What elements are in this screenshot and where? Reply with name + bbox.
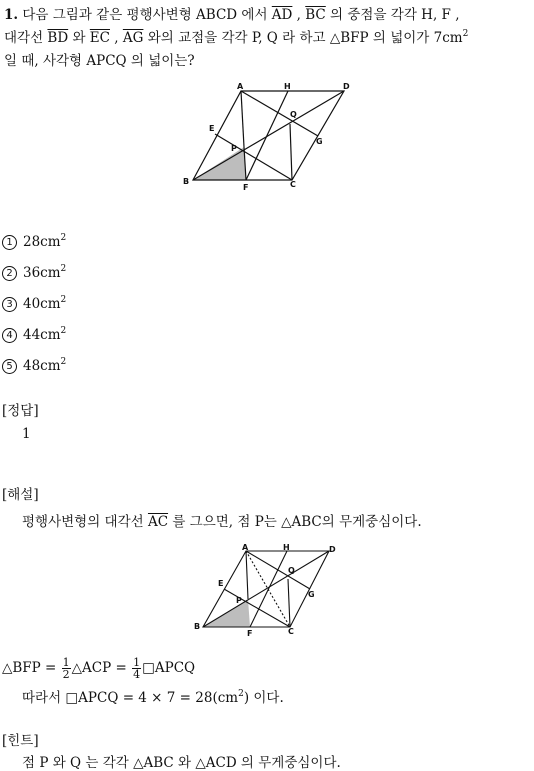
segment-ap: [241, 91, 244, 147]
label-b: B: [183, 177, 190, 186]
label-q-2: Q: [288, 566, 295, 575]
segment-hf: [246, 91, 288, 180]
label-a: A: [237, 82, 244, 91]
label-p-2: P: [236, 596, 242, 605]
segment-ec: $\overline{EC}$: [89, 30, 110, 46]
explanation-heading: [해설]: [2, 487, 39, 503]
answer-heading: [정답]: [2, 403, 39, 419]
label-g: G: [316, 137, 323, 146]
label-h-2: H: [283, 543, 290, 552]
segment-ac: $\overline{AC}$: [147, 514, 169, 530]
label-q: Q: [290, 110, 297, 119]
label-b-2: B: [194, 622, 201, 631]
choice-1[interactable]: 1 $28cm^2$: [2, 234, 66, 250]
answer-value: 1: [22, 426, 31, 442]
choice-5[interactable]: 5 $48cm^2$: [2, 358, 66, 374]
question-line-3: 일 때, 사각형 APCQ 의 넓이는?: [4, 53, 195, 69]
label-c-2: C: [288, 627, 294, 636]
label-d: D: [343, 82, 350, 91]
hint-text: 점 P 와 Q 는 각각 △ABC 와 △ACD 의 무게중심이다.: [22, 755, 341, 771]
question-line-2: 대각선 $\overline{BD}$ 와 $\overline{EC}$ , $\overline{AG}$ 와의 교점을 각각 P, Q 라 하고 △BFP 의 넓이가 $7cm^2$: [4, 29, 469, 46]
segment-ag: $\overline{AG}$: [122, 30, 144, 46]
choice-3[interactable]: 3 $40cm^2$: [2, 296, 66, 312]
label-d-2: D: [329, 545, 336, 554]
segment-cq: [290, 124, 292, 180]
segment-bc: $\overline{BC}$: [305, 7, 326, 23]
segment-cq-2: [288, 579, 290, 627]
segment-ap-2: [246, 551, 248, 599]
question-line-1: 1. 다음 그림과 같은 평행사변형 ABCD 에서 $\overline{AD}$ , $\overline{BC}$ 의 중점을 각각 H, F ,: [4, 7, 460, 23]
choice-4[interactable]: 4 $44cm^2$: [2, 327, 66, 343]
question-number: 1.: [4, 7, 19, 23]
parallelogram-figure: [180, 80, 355, 192]
fraction-one-quarter: $\frac{1}{4}$: [133, 656, 141, 681]
label-c: C: [290, 180, 296, 189]
label-e-2: E: [218, 579, 224, 588]
label-a-2: A: [242, 543, 249, 552]
choice-2[interactable]: 2 $36cm^2$: [2, 265, 66, 281]
area-value: 7cm: [433, 30, 463, 46]
explanation-line-1: 평행사변형의 대각선 $\overline{AC}$ 를 그으면, 점 P는 △ABC의 무게중심이다.: [22, 514, 422, 530]
segment-bd: $\overline{BD}$: [47, 30, 69, 46]
label-h: H: [284, 82, 291, 91]
label-g-2: G: [308, 590, 315, 599]
label-e: E: [209, 124, 215, 133]
explanation-conclusion: 따라서 □APCQ = $4 \times 7 = 28(cm^2)$ 이다.: [22, 689, 284, 706]
label-p: P: [231, 144, 237, 153]
fraction-one-half: $\frac{1}{2}$: [62, 656, 70, 681]
segment-ag-2: [246, 551, 310, 589]
hint-heading: [힌트]: [2, 733, 39, 749]
segment-ad: $\overline{AD}$: [271, 7, 293, 23]
parallelogram-figure-2: [193, 543, 363, 640]
label-f-2: F: [247, 629, 253, 638]
label-f: F: [243, 183, 249, 192]
explanation-equation: △BFP = $\frac{1}{2}$ △ACP = $\frac{1}{4}$ □APCQ: [2, 656, 196, 681]
